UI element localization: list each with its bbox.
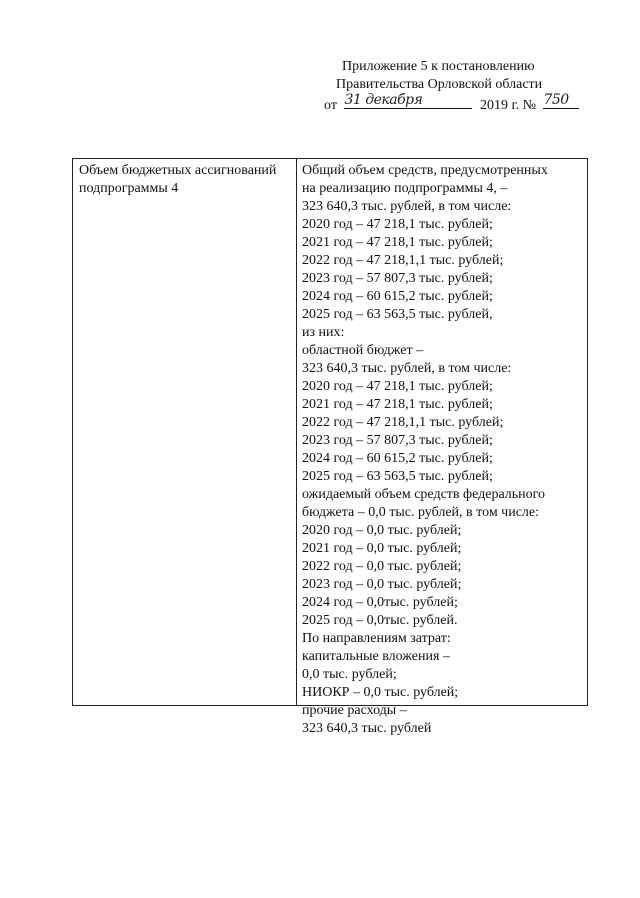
budget-line: 323 640,3 тыс. рублей, в том числе: — [302, 199, 512, 214]
budget-line: 2024 год – 0,0тыс. рублей; — [302, 595, 458, 610]
budget-line: 2024 год – 60 615,2 тыс. рублей; — [302, 289, 493, 304]
header-appendix-line: Приложение 5 к постановлению — [342, 59, 535, 74]
budget-line: 2021 год – 0,0 тыс. рублей; — [302, 541, 462, 556]
budget-line: НИОКР – 0,0 тыс. рублей; — [302, 685, 459, 700]
budget-allocation-label: Объем бюджетных ассигнований подпрограммы 4 — [79, 163, 277, 196]
budget-line: 2022 год – 47 218,1,1 тыс. рублей; — [302, 415, 504, 430]
budget-line: 2021 год – 47 218,1 тыс. рублей; — [302, 235, 493, 250]
table-left-cell — [73, 159, 297, 705]
header-government-line: Правительства Орловской области — [336, 77, 543, 92]
budget-line: Общий объем средств, предусмотренных — [302, 163, 548, 178]
budget-line: 2023 год – 57 807,3 тыс. рублей; — [302, 433, 493, 448]
number-field — [543, 94, 579, 109]
header-from-label: от — [324, 98, 337, 113]
budget-line: 2020 год – 0,0 тыс. рублей; — [302, 523, 462, 538]
budget-line: 2022 год – 47 218,1,1 тыс. рублей; — [302, 253, 504, 268]
budget-line: на реализацию подпрограммы 4, – — [302, 181, 508, 196]
budget-line: 2024 год – 60 615,2 тыс. рублей; — [302, 451, 493, 466]
budget-line: 0,0 тыс. рублей; — [302, 667, 397, 682]
budget-line: 2023 год – 57 807,3 тыс. рублей; — [302, 271, 493, 286]
budget-line: 323 640,3 тыс. рублей — [302, 721, 432, 736]
header-year-text: 2019 г. № — [479, 98, 536, 113]
table-right-cell — [297, 159, 587, 736]
header-date-line — [300, 94, 600, 115]
budget-line: бюджета – 0,0 тыс. рублей, в том числе: — [302, 505, 540, 520]
budget-line: 2020 год – 47 218,1 тыс. рублей; — [302, 379, 493, 394]
budget-line: прочие расходы – — [302, 703, 407, 718]
date-field — [344, 94, 472, 109]
budget-line: По направлениям затрат: — [302, 631, 451, 646]
budget-line: 2022 год – 0,0 тыс. рублей; — [302, 559, 462, 574]
budget-table — [72, 158, 588, 736]
budget-line: областной бюджет – — [302, 343, 424, 358]
budget-line: 2025 год – 63 563,5 тыс. рублей; — [302, 469, 493, 484]
budget-line: капитальные вложения – — [302, 649, 450, 664]
budget-line: 2021 год – 47 218,1 тыс. рублей; — [302, 397, 493, 412]
budget-line: из них: — [302, 325, 345, 340]
budget-line: ожидаемый объем средств федерального — [302, 487, 546, 502]
budget-line: 2023 год – 0,0 тыс. рублей; — [302, 577, 462, 592]
document-header — [300, 58, 600, 115]
handwritten-date: 31 декабря — [344, 93, 423, 107]
handwritten-number: 750 — [543, 93, 569, 107]
budget-line: 2025 год – 63 563,5 тыс. рублей, — [302, 307, 493, 322]
budget-line: 2025 год – 0,0тыс. рублей. — [302, 613, 458, 628]
budget-line: 323 640,3 тыс. рублей, в том числе: — [302, 361, 512, 376]
budget-line: 2020 год – 47 218,1 тыс. рублей; — [302, 217, 493, 232]
